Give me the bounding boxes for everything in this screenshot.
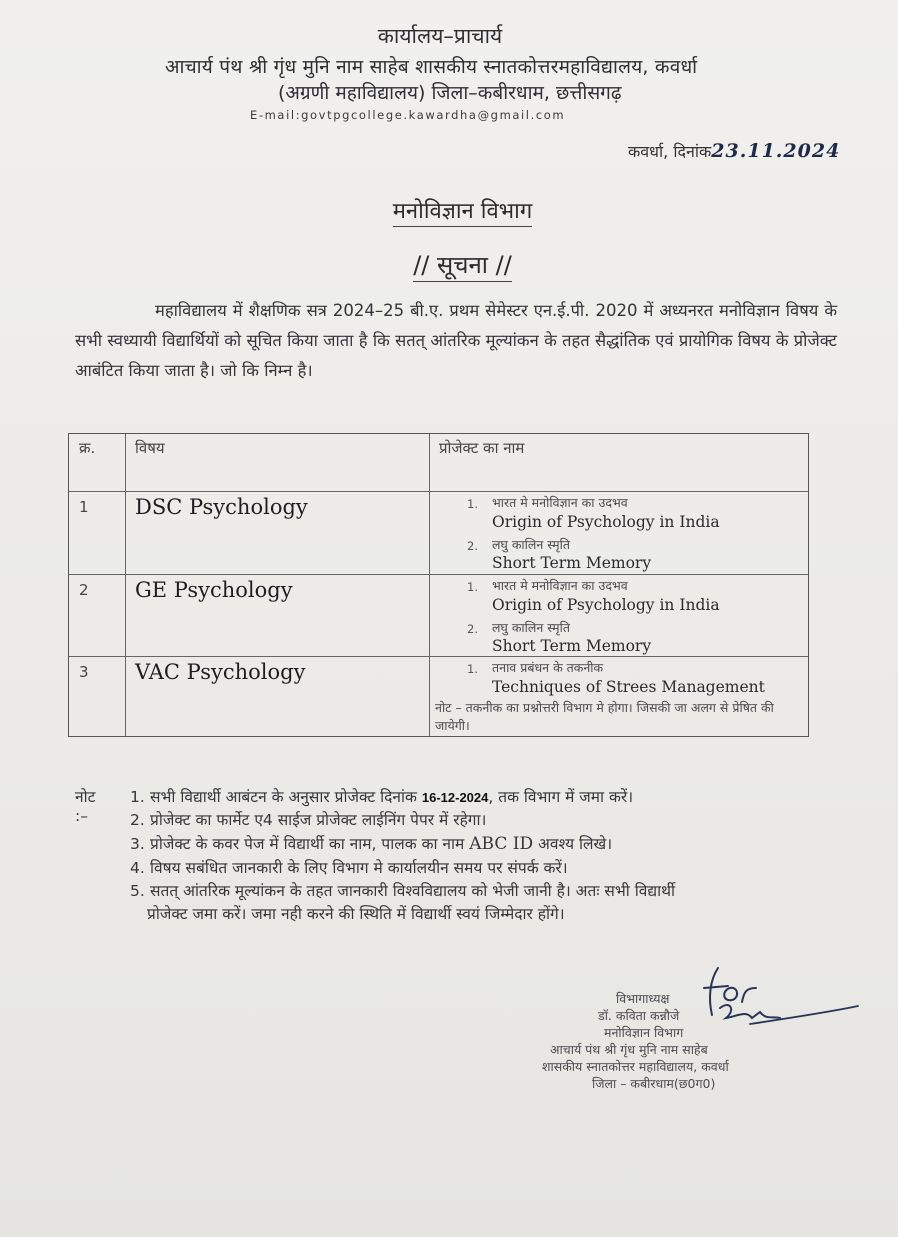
table-row-sn: 3 — [79, 663, 89, 681]
table-divider — [69, 574, 808, 575]
notes-label: नोट :– — [75, 788, 96, 825]
office-heading: कार्यालय–प्राचार्य — [377, 24, 503, 48]
college-email — [250, 108, 565, 122]
handwritten-date: 23.11.2024 — [711, 140, 841, 162]
table-row-sn: 2 — [79, 581, 89, 599]
project-hindi: तनाव प्रबंधन के तकनीक — [492, 660, 604, 675]
project-note: नोट – तकनीक का प्रश्नोत्तरी विभाग मे होगा। जिसकी जा अलग से प्रेषित की जायेगी। — [435, 700, 774, 733]
signatory-name: डॉ. कविता कन्नौजे — [598, 1008, 680, 1023]
project-english: Origin of Psychology in India — [492, 596, 720, 614]
project-table — [68, 433, 809, 737]
project-english: Short Term Memory — [492, 554, 652, 572]
table-divider — [69, 656, 808, 657]
table-header-sn: क्र. — [79, 439, 96, 457]
project-hindi: भारत मे मनोविज्ञान का उदभव — [492, 495, 628, 510]
table-divider — [125, 434, 126, 736]
table-divider — [429, 434, 430, 736]
signatory-department: मनोविज्ञान विभाग — [604, 1025, 684, 1040]
signatory-college: आचार्य पंथ श्री गृंध मुनि नाम साहेब — [550, 1042, 708, 1057]
college-name: आचार्य पंथ श्री गृंध मुनि नाम साहेब शासकीय स्नातकोत्तरमहाविद्यालय, कवर्धा — [165, 56, 698, 78]
project-english: Techniques of Strees Management — [492, 678, 765, 696]
project-number: 1. — [467, 580, 478, 594]
table-row-sn: 1 — [79, 498, 89, 516]
department-title: मनोविज्ञान विभाग — [0, 195, 898, 225]
project-number: 1. — [467, 497, 478, 511]
table-header-project: प्रोजेक्ट का नाम — [439, 439, 525, 457]
project-english: Origin of Psychology in India — [492, 513, 720, 531]
signatory-title: विभागाध्यक्ष — [616, 991, 670, 1006]
handwritten-signature — [690, 960, 865, 1035]
project-number: 2. — [467, 622, 478, 636]
notice-title: // सूचना // — [0, 248, 898, 281]
note-item: 5. सतत् आंतरिक मूल्यांकन के तहत जानकारी विश्वविद्यालय को भेजी जानी है। अतः सभी विद्यार्थी — [130, 882, 676, 900]
project-number: 2. — [467, 539, 478, 553]
note-item: 4. विषय सबंधित जानकारी के लिए विभाग मे कार्यालयीन समय पर संपर्क करें। — [130, 859, 568, 877]
email-label: E-mail: — [250, 108, 302, 122]
table-row-subject: GE Psychology — [135, 578, 293, 602]
date-line — [628, 140, 840, 162]
project-hindi: लघु कालिन स्मृति — [492, 620, 570, 635]
college-name-line2: (अग्रणी महाविद्यालय) जिला–कबीरधाम, छत्तीसगढ़ — [278, 82, 622, 104]
table-header-subject: विषय — [135, 439, 165, 457]
note-item-continuation: प्रोजेक्ट जमा करें। जमा नही करने की स्थिति में विद्यार्थी स्वयं जिम्मेदार होंगे। — [147, 905, 565, 923]
signatory-district: जिला – कबीरधाम(छ0ग0) — [592, 1076, 716, 1091]
project-english: Short Term Memory — [492, 637, 652, 655]
table-row-subject: VAC Psychology — [135, 660, 306, 684]
project-hindi: भारत मे मनोविज्ञान का उदभव — [492, 578, 628, 593]
table-divider — [69, 491, 808, 492]
note-item: 3. प्रोजेक्ट के कवर पेज में विद्यार्थी का नाम, पालक का नाम ABC ID अवश्य लिखे। — [130, 834, 613, 854]
email-address: govtpgcollege.kawardha@gmail.com — [301, 108, 566, 122]
project-hindi: लघु कालिन स्मृति — [492, 537, 570, 552]
project-number: 1. — [467, 662, 478, 676]
notice-body: महाविद्यालय में शैक्षणिक सत्र 2024–25 बी.ए. प्रथम सेमेस्टर एन.ई.पी. 2020 में अध्यनरत मनोविज्ञान विषय के सभी स्वध्यायी विद्यार्थियों को सूचित किया जाता है कि सतत् आंतरिक मूल्यांकन के तहत सैद्धांतिक एवं प्रायोगिक विषय के प्रोजेक्ट आबंटित किया जाता है। जो कि निम्न है। — [75, 301, 837, 380]
signatory-college-line2: शासकीय स्नातकोत्तर महाविद्यालय, कवर्धा — [542, 1059, 729, 1074]
signature-text: for — [698, 972, 700, 973]
date-place: कवर्धा, दिनांक — [628, 142, 712, 161]
note-item: 2. प्रोजेक्ट का फार्मेट ए4 साईज प्रोजेक्ट लाईनिंग पेपर में रहेगा। — [130, 811, 487, 829]
note-item: 1. सभी विद्यार्थी आबंटन के अनुसार प्रोजेक्ट दिनांक 16-12-2024, तक विभाग में जमा करें। — [130, 788, 634, 806]
table-row-subject: DSC Psychology — [135, 495, 308, 519]
submission-date: 16-12-2024 — [421, 790, 489, 805]
